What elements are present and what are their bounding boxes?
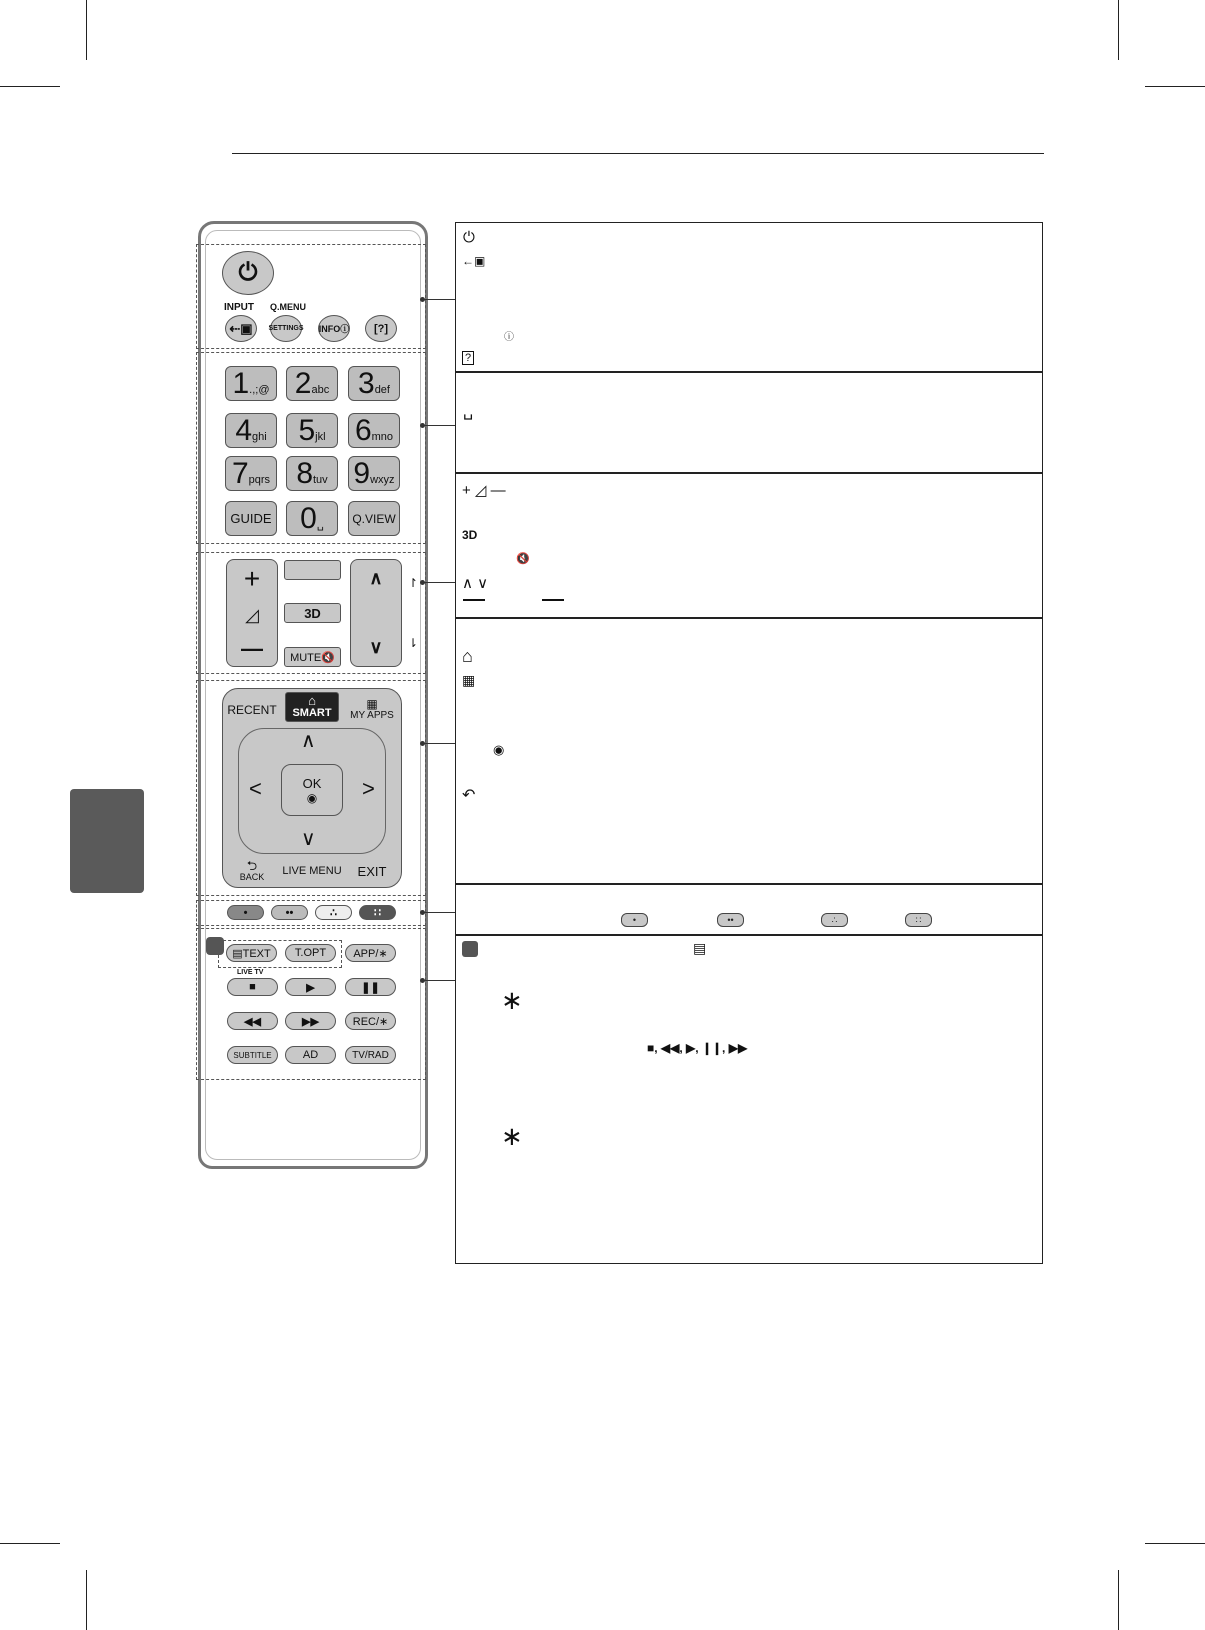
teletext-marker xyxy=(462,941,478,957)
leader-dot xyxy=(420,580,425,585)
qmenu-caption: Q.MENU xyxy=(270,302,306,312)
leader-line xyxy=(424,299,455,300)
back-button[interactable] xyxy=(224,856,280,886)
back-icon: ↶ xyxy=(462,787,476,804)
ok-button[interactable] xyxy=(281,764,343,816)
home-icon: ⌂ xyxy=(462,646,473,666)
guide-button[interactable] xyxy=(225,501,277,536)
settings-button[interactable] xyxy=(270,315,302,342)
myapps-label: MY APPS xyxy=(350,710,394,721)
tvrad-button[interactable] xyxy=(345,1046,396,1064)
chapter-tab xyxy=(70,789,144,893)
fast-forward-button[interactable] xyxy=(285,1012,336,1030)
help-icon: ? xyxy=(462,351,474,365)
apps-grid-icon: ▦ xyxy=(366,697,378,711)
header-rule xyxy=(232,153,1044,154)
number-7-button[interactable] xyxy=(225,456,277,491)
text-label: ▤TEXT xyxy=(232,947,271,960)
crop-mark xyxy=(1118,0,1119,60)
input-icon: ←▣ xyxy=(462,254,486,268)
ad-label: AD xyxy=(302,1049,319,1061)
home-icon: ⌂ xyxy=(308,693,316,708)
recent-button[interactable] xyxy=(224,690,280,730)
letters-label: def xyxy=(374,383,390,396)
guide-label: GUIDE xyxy=(230,511,272,526)
blank-button[interactable] xyxy=(284,560,341,580)
number-8-button[interactable] xyxy=(286,456,338,491)
yellow-button[interactable] xyxy=(315,905,352,920)
green-key-dots: •• xyxy=(285,906,294,919)
green-button[interactable] xyxy=(271,905,308,920)
star-icon: ∗ xyxy=(501,1121,523,1151)
crop-mark xyxy=(1145,1543,1205,1544)
power-icon: ⏻ xyxy=(238,259,258,286)
down-arrow-button[interactable]: ∨ xyxy=(301,828,316,850)
volume-rocker[interactable] xyxy=(226,559,278,667)
info-button[interactable] xyxy=(318,315,350,342)
digit-label: 7 xyxy=(231,456,248,490)
page-down-bar xyxy=(463,599,485,601)
smart-label: SMART xyxy=(292,707,332,719)
digit-label: 2 xyxy=(294,366,311,400)
crop-mark xyxy=(1145,86,1205,87)
red-key-icon: • xyxy=(621,913,648,927)
power-icon: ⏻ xyxy=(463,229,475,246)
play-icon: ▶ xyxy=(306,981,315,994)
volume-down-icon: — xyxy=(241,636,263,661)
letters-label: jkl xyxy=(315,430,326,443)
live-menu-button[interactable] xyxy=(282,856,342,886)
three-d-label: 3D xyxy=(304,605,321,621)
qview-label: Q.VIEW xyxy=(352,511,396,526)
leader-line xyxy=(424,582,455,583)
page-up-icon: ∧ xyxy=(369,568,383,588)
pause-icon: ❚❚ xyxy=(361,981,380,994)
number-2-button[interactable] xyxy=(286,366,338,401)
rewind-button[interactable] xyxy=(227,1012,278,1030)
crop-mark xyxy=(0,1543,60,1544)
space-icon: ␣ xyxy=(463,403,474,420)
digit-label: 0 xyxy=(300,501,316,535)
exit-label: EXIT xyxy=(357,863,387,879)
stop-icon: ■ xyxy=(249,981,256,993)
help-button[interactable] xyxy=(365,315,397,342)
rewind-icon: ◀◀ xyxy=(244,1015,261,1028)
volume-icons: + ◿ — xyxy=(462,482,506,499)
digit-label: 6 xyxy=(354,413,371,447)
crop-mark xyxy=(86,1570,87,1630)
left-arrow-button[interactable]: < xyxy=(249,776,262,801)
subtitle-label: SUBTITLE xyxy=(233,1050,272,1060)
rec-button[interactable] xyxy=(345,1012,396,1030)
leader-dot xyxy=(420,910,425,915)
yellow-key-icon: ∴ xyxy=(821,913,848,927)
yellow-key-dots: ∴ xyxy=(330,907,337,919)
description-table xyxy=(455,222,1043,1264)
page-rocker[interactable] xyxy=(350,559,402,667)
power-button[interactable] xyxy=(222,251,274,295)
app-button[interactable] xyxy=(345,944,396,962)
input-caption: INPUT xyxy=(224,302,254,313)
row-divider xyxy=(456,617,1042,619)
live-tv-caption: LIVE TV xyxy=(237,969,264,976)
crop-mark xyxy=(0,86,60,87)
topt-button[interactable] xyxy=(285,944,336,962)
ok-label: OK xyxy=(302,775,322,791)
row-divider xyxy=(456,934,1042,936)
qview-button[interactable] xyxy=(348,501,400,536)
letters-label: mno xyxy=(371,430,394,443)
app-label: APP/∗ xyxy=(353,947,388,960)
live-menu-label: LIVE MENU xyxy=(282,865,342,877)
leader-line xyxy=(424,980,455,981)
crop-mark xyxy=(1118,1570,1119,1630)
number-5-button[interactable] xyxy=(286,413,338,448)
letters-label: pqrs xyxy=(248,473,271,486)
digit-label: 4 xyxy=(235,413,251,447)
blue-key-dots: ∷ xyxy=(374,907,381,919)
playback-icons: ■, ◀◀, ▶, ❙❙, ▶▶ xyxy=(647,1041,748,1055)
blue-key-icon: ∷ xyxy=(905,913,932,927)
letters-label: .,;@ xyxy=(249,383,270,396)
apps-grid-icon: ▦ xyxy=(462,672,476,688)
tvrad-label: TV/RAD xyxy=(352,1049,389,1061)
letters-label: wxyz xyxy=(370,473,395,486)
exit-button[interactable] xyxy=(344,856,400,886)
right-arrow-button[interactable]: > xyxy=(362,776,375,801)
leader-dot xyxy=(420,297,425,302)
leader-line xyxy=(424,425,455,426)
subtitle-button[interactable] xyxy=(227,1046,278,1064)
page-down-icon: ∨ xyxy=(369,637,383,657)
digit-label: 3 xyxy=(358,366,374,400)
mute-icon: 🔇 xyxy=(516,553,530,565)
digit-label: 5 xyxy=(298,413,315,447)
letters-label: tuv xyxy=(313,473,328,486)
row-divider xyxy=(456,472,1042,474)
number-6-button[interactable] xyxy=(348,413,400,448)
leader-dot xyxy=(420,978,425,983)
green-key-icon: •• xyxy=(717,913,744,927)
ok-wheel-icon: ◉ xyxy=(493,742,505,757)
number-4-button[interactable] xyxy=(225,413,277,448)
digit-label: 8 xyxy=(296,456,312,490)
ad-button[interactable] xyxy=(285,1046,336,1064)
leader-line xyxy=(424,912,455,913)
text-button[interactable] xyxy=(226,944,277,962)
three-d-button[interactable] xyxy=(284,603,341,623)
volume-up-icon: + xyxy=(243,563,261,594)
red-key-dots: • xyxy=(243,906,248,919)
input-icon: ⇠▣ xyxy=(229,320,253,336)
teletext-marker xyxy=(206,937,224,955)
recent-label: RECENT xyxy=(227,703,277,717)
number-9-button[interactable] xyxy=(348,456,400,491)
pause-button[interactable] xyxy=(345,978,396,996)
stop-button[interactable] xyxy=(227,978,278,996)
page-up-bar xyxy=(542,599,564,601)
number-1-button[interactable] xyxy=(225,366,277,401)
letters-label: ghi xyxy=(252,430,267,443)
wheel-icon: ◉ xyxy=(306,790,318,805)
input-button[interactable] xyxy=(225,315,257,342)
digit-label: 1 xyxy=(232,366,249,400)
help-icon: [?] xyxy=(373,322,389,335)
page-down-tick: ⇂ xyxy=(408,636,419,650)
back-icon: ⮌ xyxy=(246,858,258,873)
space-icon: ␣ xyxy=(316,519,324,531)
leader-dot xyxy=(420,423,425,428)
page-up-tick: ↾ xyxy=(408,576,419,590)
three-d-icon: 3D xyxy=(462,528,478,542)
volume-icon: ◿ xyxy=(245,604,259,625)
topt-label: T.OPT xyxy=(294,947,327,959)
row-divider xyxy=(456,371,1042,373)
back-label: BACK xyxy=(239,872,265,882)
play-button[interactable] xyxy=(285,978,336,996)
blue-button[interactable] xyxy=(359,905,396,920)
row-divider xyxy=(456,883,1042,885)
number-0-button[interactable] xyxy=(286,501,338,536)
info-icon: ⓘ xyxy=(504,332,514,343)
settings-label: SETTINGS xyxy=(268,325,304,332)
info-label: INFOⓘ xyxy=(318,324,350,334)
myapps-button[interactable] xyxy=(344,690,400,730)
smart-button[interactable] xyxy=(285,692,339,722)
letters-label: abc xyxy=(311,383,330,396)
up-arrow-button[interactable]: ∧ xyxy=(301,730,316,752)
red-button[interactable] xyxy=(227,905,264,920)
leader-dot xyxy=(420,741,425,746)
digit-label: 9 xyxy=(353,456,370,490)
page-icons: ∧ ∨ xyxy=(462,575,489,592)
fast-forward-icon: ▶▶ xyxy=(302,1015,319,1028)
number-3-button[interactable] xyxy=(348,366,400,401)
crop-mark xyxy=(86,0,87,60)
mute-button[interactable] xyxy=(284,647,341,667)
rec-label: REC/∗ xyxy=(352,1015,389,1028)
mute-label: MUTE🔇 xyxy=(290,651,335,664)
leader-line xyxy=(424,743,455,744)
star-icon: ∗ xyxy=(501,985,523,1015)
teletext-icon: ▤ xyxy=(693,940,707,956)
